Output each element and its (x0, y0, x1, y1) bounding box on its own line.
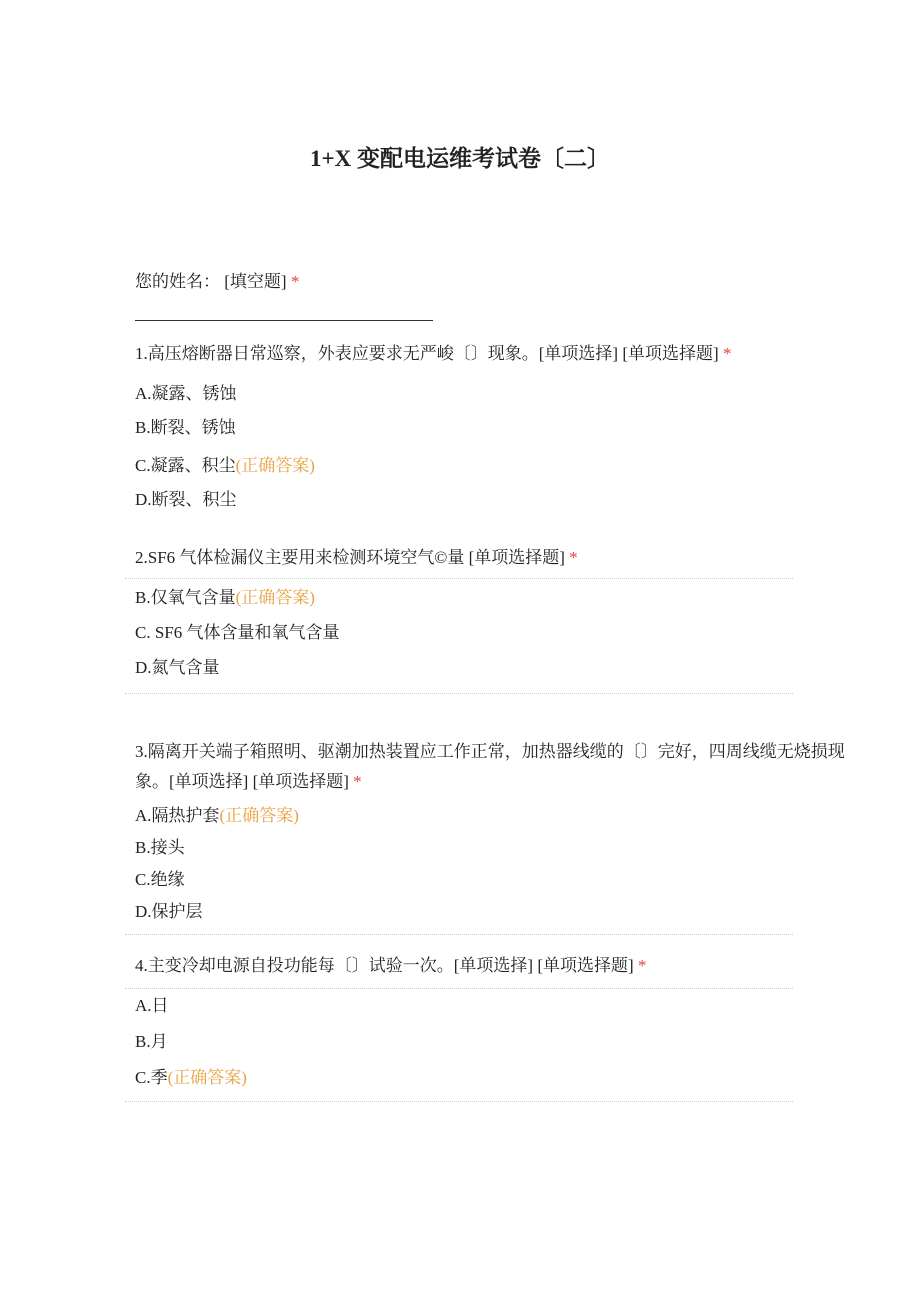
name-input[interactable] (135, 320, 433, 321)
divider (125, 988, 793, 989)
correct-answer-mark: (正确答案) (235, 456, 315, 475)
question-text: 2.SF6 气体检漏仪主要用来检测环境空气©量 [单项选择题] (135, 548, 565, 567)
option[interactable] (135, 657, 220, 679)
option[interactable] (135, 1031, 168, 1053)
divider (125, 693, 793, 694)
question-2 (135, 547, 578, 569)
option-text: A.日 (135, 996, 169, 1015)
option-text: A.隔热护套 (135, 806, 220, 825)
option[interactable] (135, 805, 299, 827)
correct-answer-mark: (正确答案) (167, 1068, 247, 1087)
option-text: C.凝露、积尘 (135, 456, 236, 475)
correct-answer-mark: (正确答案) (235, 588, 315, 607)
name-question (135, 271, 299, 293)
option[interactable] (135, 417, 236, 439)
required-mark: * (290, 272, 300, 291)
option-text: B.断裂、锈蚀 (135, 418, 236, 437)
question-4 (135, 955, 646, 977)
correct-answer-mark: (正确答案) (219, 806, 299, 825)
option[interactable] (135, 901, 203, 923)
required-mark: * (637, 956, 647, 975)
question-3 (135, 737, 855, 797)
name-label: 您的姓名： [填空题] (135, 272, 287, 291)
option-text: C.季 (135, 1068, 168, 1087)
question-text: 3.隔离开关端子箱照明、驱潮加热装置应工作正常，加热器线缆的〔〕完好，四周线缆无烧损现象。[单项选择] [单项选择题] (135, 742, 845, 791)
option[interactable] (135, 455, 315, 477)
question-1 (135, 343, 731, 365)
question-text: 4.主变冷却电源自投功能每〔〕试验一次。[单项选择] [单项选择题] (135, 956, 634, 975)
option-text: C. SF6 气体含量和氧气含量 (135, 623, 340, 642)
option[interactable] (135, 489, 237, 511)
required-mark: * (569, 548, 578, 567)
question-text: 1.高压熔断器日常巡察，外表应要求无严峻〔〕现象。[单项选择] [单项选择题] (135, 344, 719, 363)
option-text: D.氮气含量 (135, 658, 220, 677)
option[interactable] (135, 995, 169, 1017)
option[interactable] (135, 869, 185, 891)
required-mark: * (722, 344, 732, 363)
option[interactable] (135, 587, 315, 609)
page-title: 1+X 变配电运维考试卷〔二〕 (310, 146, 610, 171)
option[interactable] (135, 1067, 247, 1089)
divider (125, 1101, 793, 1102)
option[interactable] (135, 837, 185, 859)
divider (125, 578, 793, 579)
option-text: B.月 (135, 1032, 168, 1051)
required-mark: * (353, 772, 362, 791)
option-text: C.绝缘 (135, 870, 185, 889)
option-text: B.接头 (135, 838, 185, 857)
option-text: D.断裂、积尘 (135, 490, 237, 509)
option-text: B.仅氧气含量 (135, 588, 236, 607)
option-text: D.保护层 (135, 902, 203, 921)
option[interactable] (135, 622, 340, 644)
option[interactable] (135, 383, 237, 405)
option-text: A.凝露、锈蚀 (135, 384, 237, 403)
divider (125, 934, 793, 935)
